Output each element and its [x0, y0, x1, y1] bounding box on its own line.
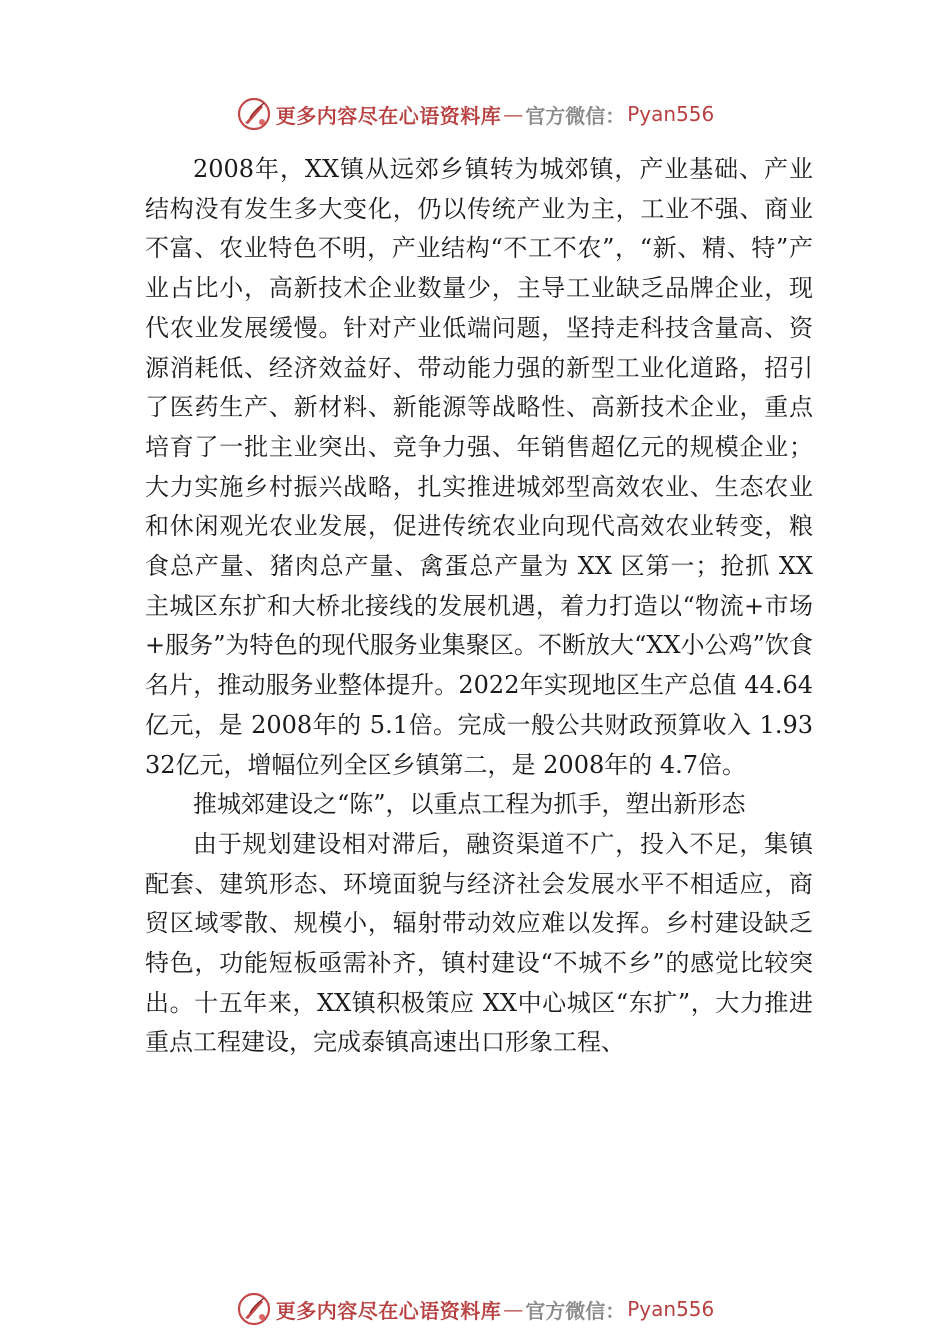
banner-wechat-label: 官方微信： [525, 103, 626, 128]
quill-seal-icon [236, 1291, 272, 1327]
banner-text: 更多内容尽在心语资料库 [275, 1298, 502, 1323]
banner-text: 更多内容尽在心语资料库 [275, 103, 502, 128]
banner-wechat-id: Pyan556 [627, 1297, 715, 1321]
banner-wechat-id: Pyan556 [627, 102, 715, 126]
document-body [145, 150, 813, 1063]
banner-separator: — [503, 1297, 524, 1321]
paragraph-construction: 由于规划建设相对滞后，融资渠道不广，投入不足，集镇配套、建筑形态、环境面貌与经济社会发展水平不相适应，商贸区域零散、规模小，辐射带动效应难以发挥。乡村建设缺乏特色，功能短板亟需补齐，镇村建设“不城不乡”的感觉比较突出。十五年来，XX镇积极策应 XX中心城区“东扩”，大力推进重点工程建设，完成泰镇高速出口形象工程、 [145, 829, 813, 1057]
banner-separator: — [503, 102, 524, 126]
header-banner [0, 94, 950, 134]
footer-banner [0, 1289, 950, 1329]
banner-wechat-label: 官方微信： [525, 1298, 626, 1323]
quill-seal-icon [236, 96, 272, 132]
paragraph-industry: 2008年，XX镇从远郊乡镇转为城郊镇，产业基础、产业结构没有发生多大变化，仍以传统产业为主，工业不强、商业不富、农业特色不明，产业结构“不工不农”，“新、精、特”产业占比小，高新技术企业数量少，主导工业缺乏品牌企业，现代农业发展缓慢。针对产业低端问题，坚持走科技含量高、资源消耗低、经济效益好、带动能力强的新型工业化道路，招引了医药生产、新材料、新能源等战略性、高新技术企业，重点培育了一批主业突出、竞争力强、年销售超亿元的规模企业；大力实施乡村振兴战略，扎实推进城郊型高效农业、生态农业和休闲观光农业发展，促进传统农业向现代高效农业转变，粮食总产量、猪肉总产量、禽蛋总产量为 XX 区第一；抢抓 XX 主城区东扩和大桥北接线的发展机遇，着力打造以“物流+市场+服务”为特色的现代服务业集聚区。不断放大“XX小公鸡”饮食名片，推动服务业整体提升。2022年实现地区生产总值 44.64亿元，是 2008年的 5.1倍。完成一般公共财政预算收入 1.9332亿元，增幅位列全区乡镇第二，是 2008年的 4.7倍。 [145, 155, 813, 779]
section-heading-construction: 推城郊建设之“陈”，以重点工程为抓手，塑出新形态 [193, 790, 746, 819]
